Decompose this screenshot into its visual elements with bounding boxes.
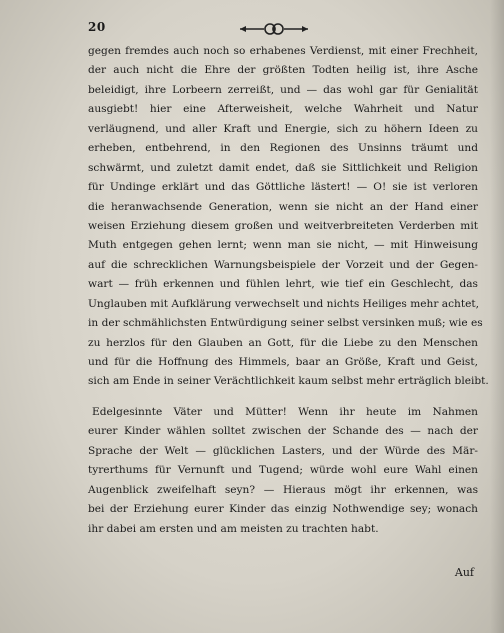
text-line: tyrerthums für Vernunft und Tugend; würde wohl eure Wahl einen (88, 464, 478, 477)
text-line: der auch nicht die Ehre der größten Todten heilig ist, ihre Asche (88, 64, 478, 77)
text-line: Edelgesinnte Väter und Mütter! Wenn ihr heute im Nahmen (92, 405, 478, 418)
text-line: auf die schrecklichen Warnungsbeispiele der Vorzeit und der Gegen- (88, 258, 478, 271)
text-line: erheben, entbehrend, in den Regionen des Unsinns träumt und (88, 142, 478, 155)
text-line: Unglauben mit Aufklärung verwechselt und nichts Heiliges mehr achtet, (88, 297, 480, 310)
page-edge-shadow (490, 0, 504, 633)
paragraph-1 (88, 42, 489, 392)
text-line: in der schmählichsten Entwürdigung seiner selbst versinken muß; wie es (88, 317, 483, 330)
text-line: bei der Erziehung eurer Kinder das einzig Nothwendige sey; wonach (88, 503, 478, 516)
text-line: schwärmt, und zuletzt damit endet, daß sie Sittlichkeit und Religion (88, 161, 478, 174)
page-number: 20 (88, 20, 106, 34)
text-line: ausgiebt! hier eine Afterweisheit, welche Wahrheit und Natur (88, 103, 478, 116)
text-line: Sprache der Welt — glücklichen Lasters, und der Würde des Mär- (88, 444, 478, 457)
text-line: Augenblick zweifelhaft seyn? — Hieraus mögt ihr erkennen, was (88, 483, 478, 496)
text-line: Muth entgegen gehen lernt; wenn man sie nicht, — mit Hinweisung (88, 239, 478, 252)
text-line: ihr dabei am ersten und am meisten zu trachten habt. (88, 522, 379, 535)
text-line: und für die Hoffnung des Himmels, baar an Größe, Kraft und Geist, (88, 356, 478, 368)
text-line: gegen fremdes auch noch so erhabenes Verdienst, mit einer Frechheit, (88, 45, 478, 57)
text-line: die heranwachsende Generation, wenn sie nicht an der Hand einer (88, 200, 478, 213)
text-line: zu herzlos für den Glauben an Gott, für die Liebe zu den Menschen (88, 336, 478, 349)
text-line: verläugnend, und aller Kraft und Energie, sich zu höhern Ideen zu (88, 122, 478, 135)
decorative-rule-ornament-icon (238, 22, 310, 36)
catchword: Auf (454, 566, 474, 579)
text-line: wart — früh erkennen und fühlen lehrt, wie tief ein Geschlecht, das (88, 278, 478, 291)
text-line: eurer Kinder wählen solltet zwischen der Schande des — nach der (88, 425, 478, 438)
text-line: beleidigt, ihre Lorbeern zerreißt, und — das wohl gar für Genialität (88, 83, 478, 96)
paragraph-2 (88, 403, 478, 539)
text-line: weisen Erziehung diesem großen und weitverbreiteten Verderben mit (88, 219, 478, 232)
text-line: sich am Ende in seiner Verächtlichkeit kaum selbst mehr erträglich bleibt. (88, 375, 489, 388)
text-line: für Undinge erklärt und das Göttliche lästert! — O! sie ist verloren (88, 181, 478, 194)
body-text (88, 42, 489, 539)
